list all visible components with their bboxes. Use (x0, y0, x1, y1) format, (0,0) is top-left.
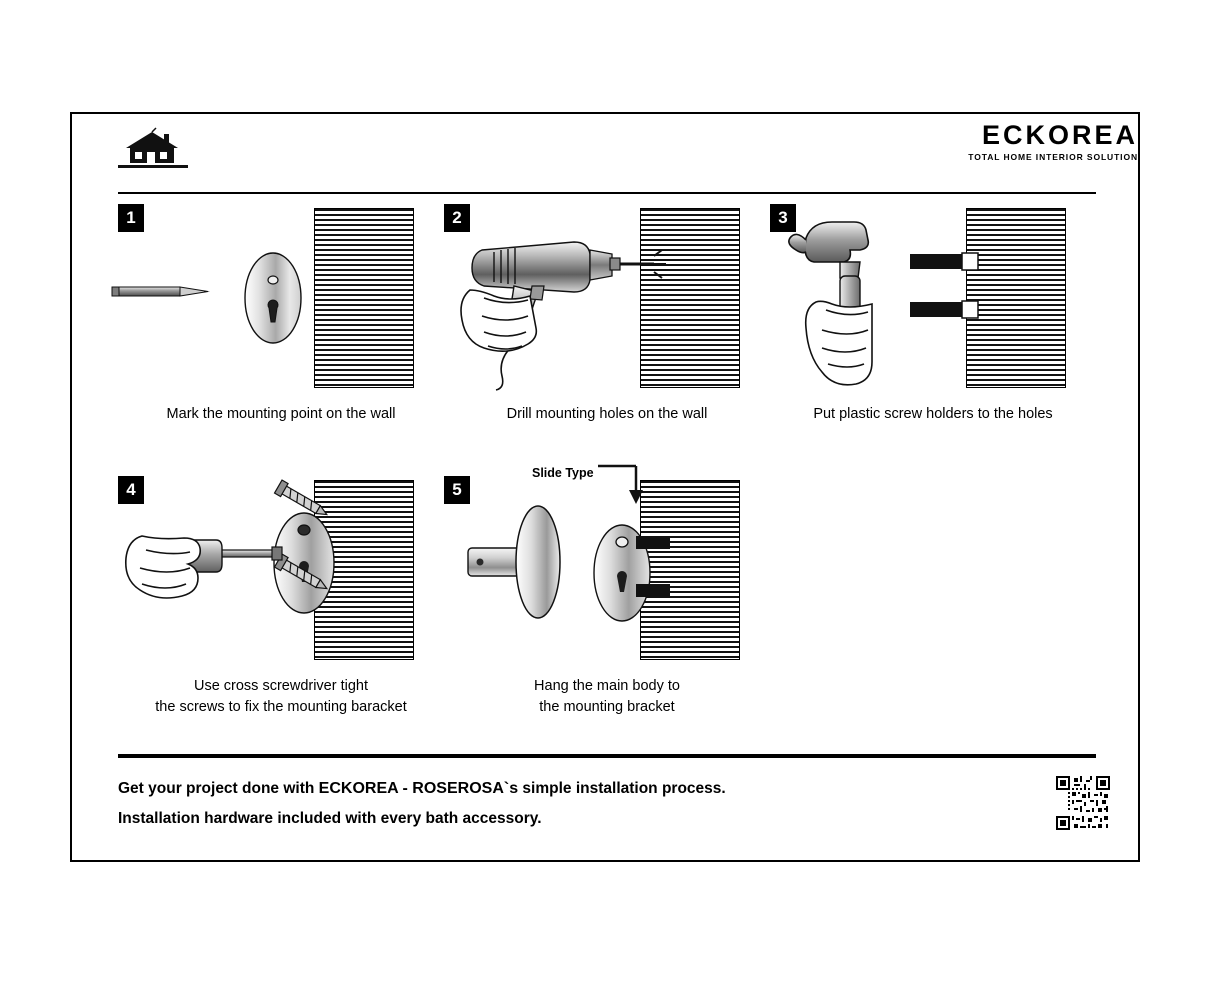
power-drill-icon (454, 220, 684, 390)
step-2-caption: Drill mounting holes on the wall (506, 406, 708, 422)
footer-line1-pre: Get your project done with (118, 780, 315, 797)
wall-anchor-icon (636, 532, 696, 622)
step-4-caption-line1: Use cross screwdriver tight (193, 678, 369, 694)
footer-line1-post: simple installation process. (522, 780, 726, 797)
step-2-illustration (444, 204, 770, 394)
main-body-icon (462, 492, 582, 632)
house-logo-icon (118, 128, 188, 170)
brand-tagline: TOTAL HOME INTERIOR SOLUTION (968, 152, 1138, 162)
footer-line-2: Installation hardware included with every bath accessory. (118, 810, 542, 827)
step-5-illustration (444, 466, 770, 666)
footer-divider (118, 754, 1096, 758)
pencil-icon (108, 282, 218, 302)
wall-hatch-icon (314, 208, 414, 388)
sheet-header (118, 132, 1096, 194)
brand-name: ECKOREA (981, 120, 1138, 150)
step-5 (444, 466, 770, 718)
step-4-caption-line2: the screws to fix the mounting baracket (155, 699, 407, 715)
step-2 (444, 204, 770, 425)
step-4-illustration (118, 476, 444, 666)
qr-code-icon (1056, 776, 1110, 830)
screwdriver-icon (122, 510, 312, 630)
step-5-caption-line2: the mounting bracket (539, 699, 675, 715)
step-5-caption (444, 676, 770, 718)
step-4 (118, 476, 444, 718)
brand-block (968, 120, 1138, 163)
step-3-illustration (770, 204, 1096, 394)
step-3-caption: Put plastic screw holders to the holes (813, 406, 1053, 422)
footer-line1-brand: ECKOREA - ROSEROSA`s (318, 780, 519, 797)
step-4-number: 4 (118, 476, 144, 504)
footer-text (118, 774, 998, 834)
mounting-plate-icon (238, 250, 308, 346)
footer-line-1 (118, 774, 998, 804)
step-1 (118, 204, 444, 425)
instruction-sheet (70, 112, 1140, 862)
step-4-caption (118, 676, 444, 718)
step-3-number: 3 (770, 204, 796, 232)
wall-anchor-icon (910, 244, 1020, 344)
down-arrow-icon (596, 462, 652, 510)
steps-grid (118, 204, 1096, 734)
slide-type-label: Slide Type (532, 466, 594, 480)
step-1-number: 1 (118, 204, 144, 232)
step-5-number: 5 (444, 476, 470, 504)
step-1-caption: Mark the mounting point on the wall (166, 406, 396, 422)
hammer-icon (782, 210, 922, 390)
header-divider (118, 192, 1096, 194)
step-2-number: 2 (444, 204, 470, 232)
step-3 (770, 204, 1096, 425)
step-5-caption-line1: Hang the main body to (534, 678, 680, 694)
step-1-illustration (118, 204, 444, 394)
